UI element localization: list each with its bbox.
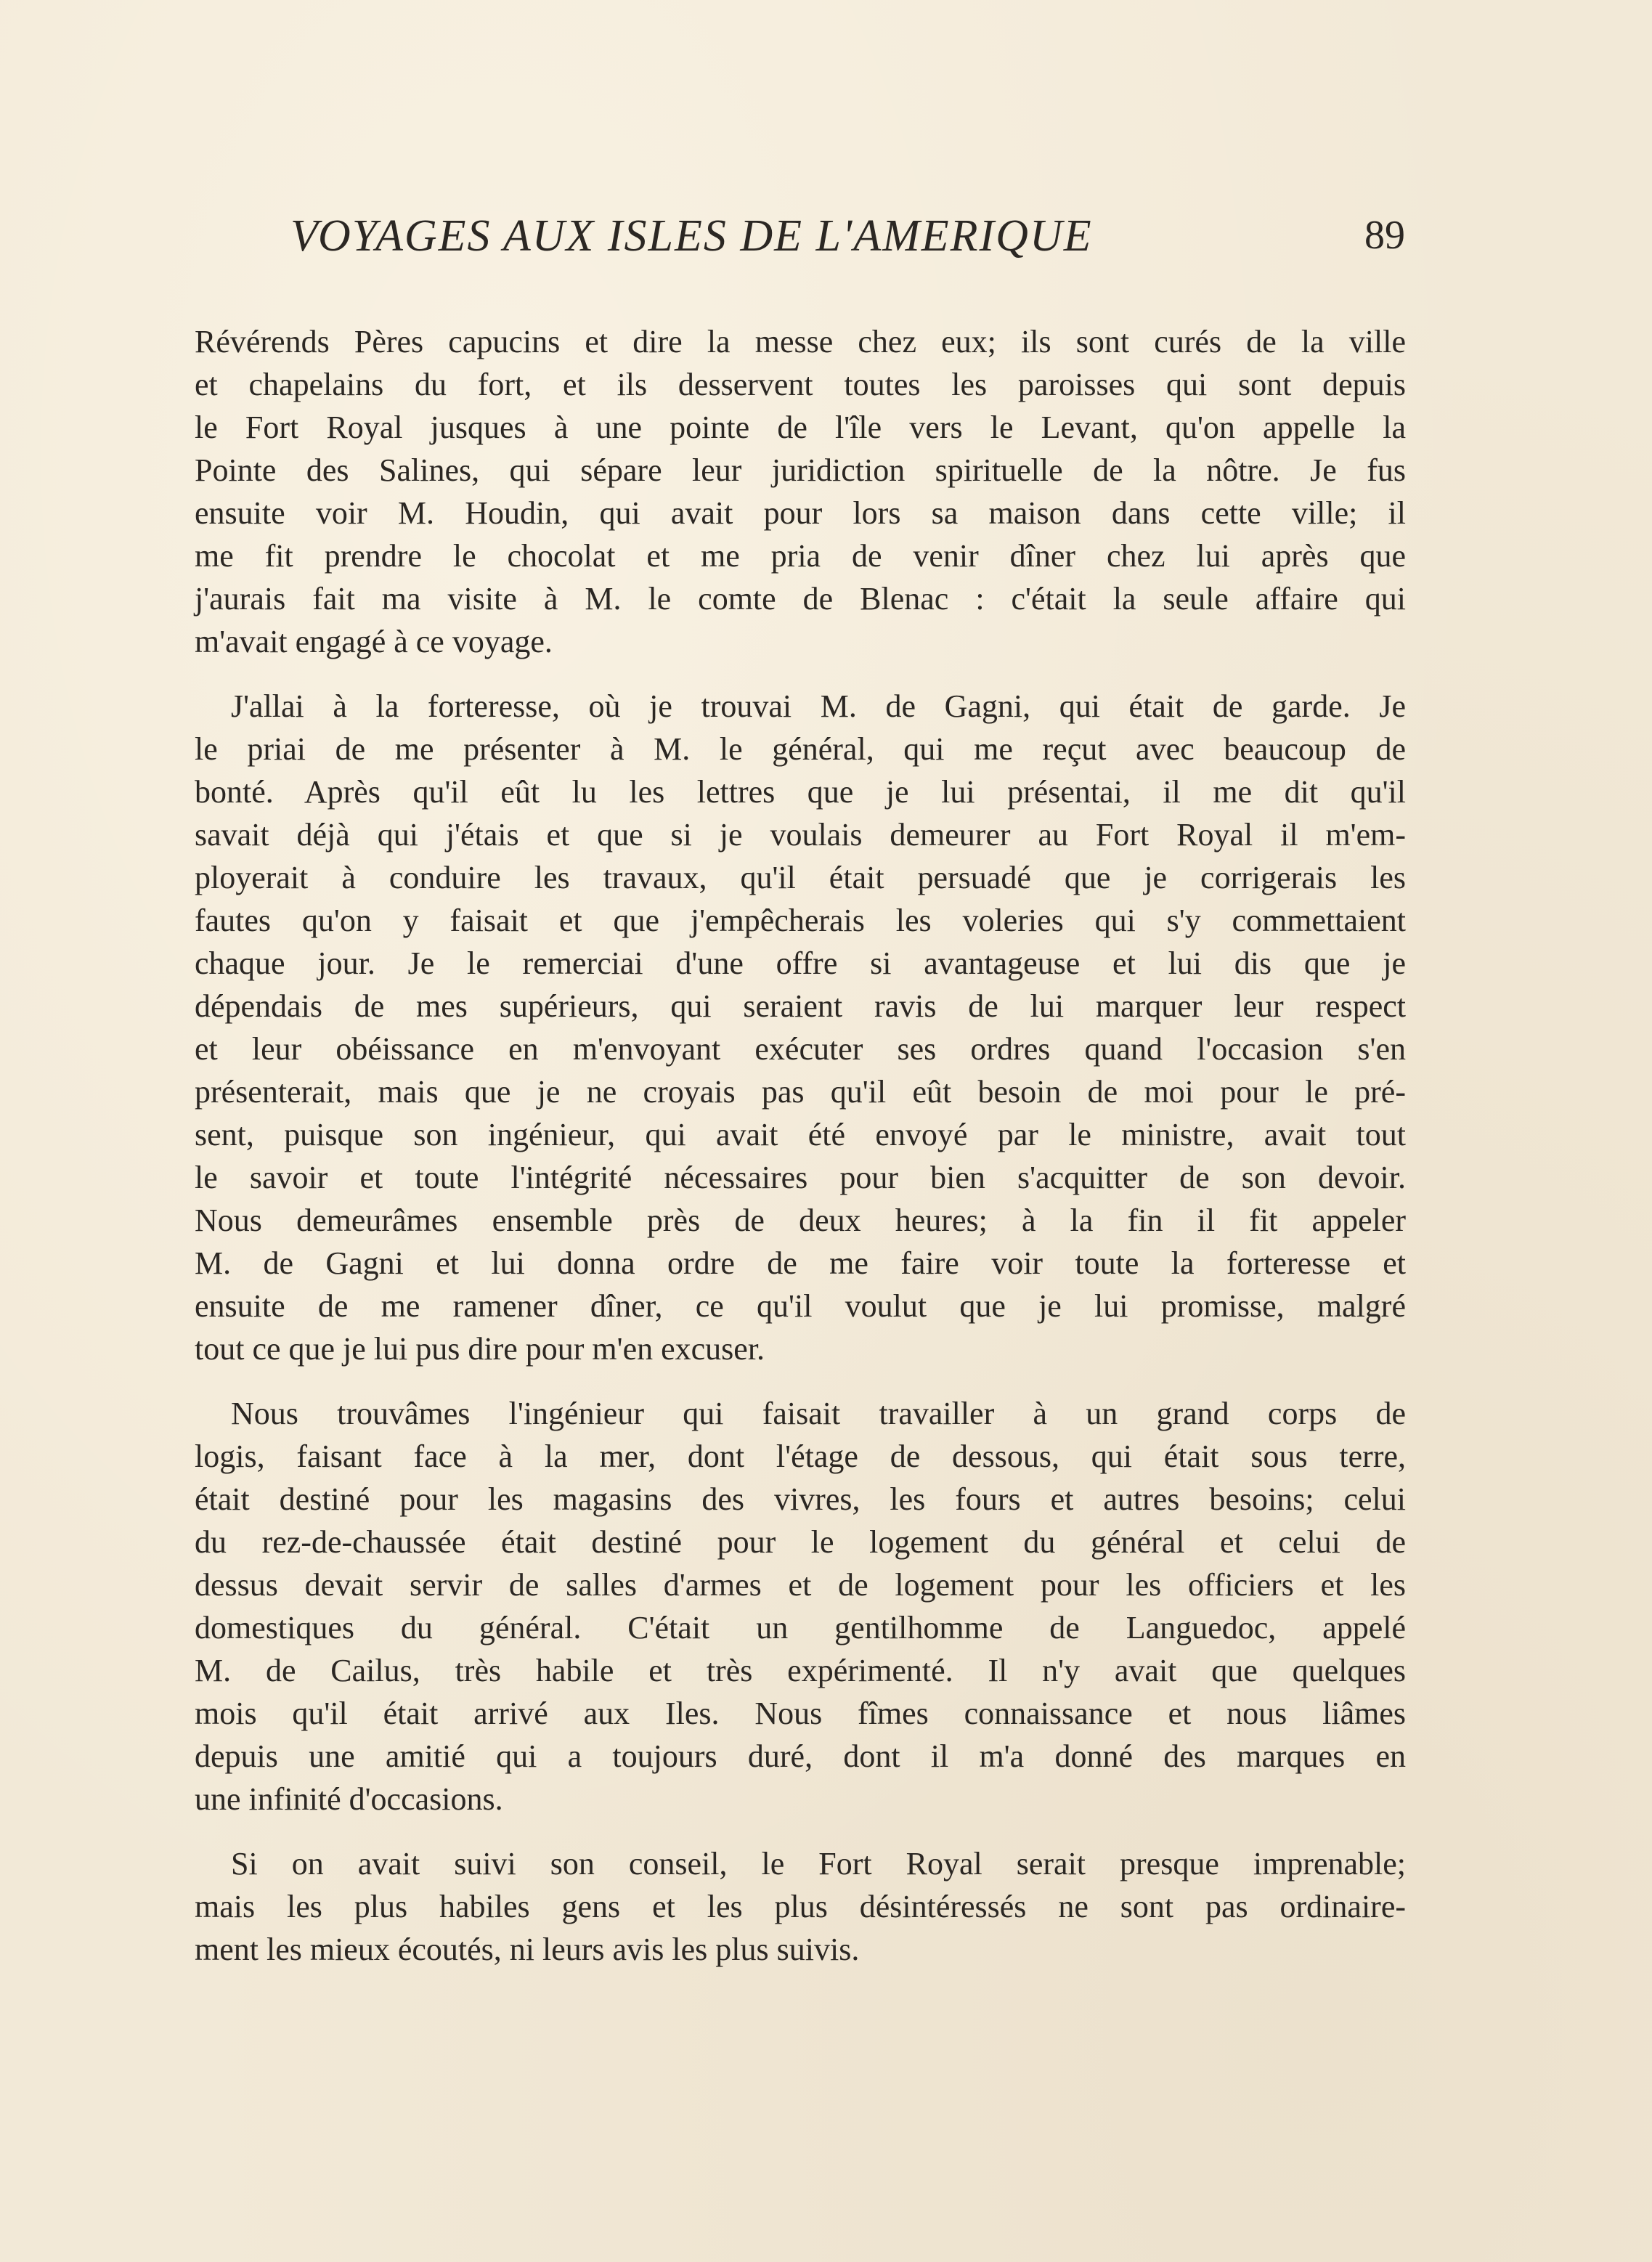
text-line: Nous demeurâmes ensemble près de deux heures; à la fin il fit appeler [195,1203,1406,1238]
text-line: logis, faisant face à la mer, dont l'étage de dessous, qui était sous terre, [195,1439,1406,1474]
text-line: savait déjà qui j'étais et que si je voulais demeurer au Fort Royal il m'em- [195,817,1406,853]
text-line: Nous trouvâmes l'ingénieur qui faisait travailler à un grand corps de [231,1396,1406,1431]
text-line: M. de Cailus, très habile et très expérimenté. Il n'y avait que quelques [195,1653,1406,1688]
text-line: depuis une amitié qui a toujours duré, dont il m'a donné des marques en [195,1738,1406,1774]
text-line: dépendais de mes supérieurs, qui seraient ravis de lui marquer leur respect [195,988,1406,1024]
body-text [195,320,1406,1993]
text-line: m'avait engagé à ce voyage. [195,624,553,659]
text-line: dessus devait servir de salles d'armes et de logement pour les officiers et les [195,1567,1406,1603]
text-line: le savoir et toute l'intégrité nécessaires pour bien s'acquitter de son devoir. [195,1160,1406,1195]
text-line: J'allai à la forteresse, où je trouvai M. de Gagni, qui était de garde. Je [231,688,1406,724]
text-line: M. de Gagni et lui donna ordre de me faire voir toute la forteresse et [195,1245,1406,1281]
text-line: tout ce que je lui pus dire pour m'en excuser. [195,1331,765,1367]
text-line: une infinité d'occasions. [195,1781,503,1817]
text-line: bonté. Après qu'il eût lu les lettres que je lui présentai, il me dit qu'il [195,774,1406,810]
text-line: du rez-de-chaussée était destiné pour le logement du général et celui de [195,1524,1406,1560]
text-line: chaque jour. Je le remerciai d'une offre si avantageuse et lui dis que je [195,945,1406,981]
text-line: fautes qu'on y faisait et que j'empêcherais les voleries qui s'y commettaient [195,903,1406,938]
text-line: mais les plus habiles gens et les plus désintéressés ne sont pas ordinaire- [195,1889,1406,1924]
text-line: Révérends Pères capucins et dire la messe chez eux; ils sont curés de la ville [195,324,1406,359]
text-line: ensuite de me ramener dîner, ce qu'il voulut que je lui promisse, malgré [195,1288,1406,1324]
text-line: Si on avait suivi son conseil, le Fort Royal serait presque imprenable; [231,1846,1406,1881]
paragraph [195,685,1406,1370]
paragraph [195,320,1406,663]
text-line: et chapelains du fort, et ils desservent toutes les paroisses qui sont depuis [195,367,1406,402]
text-line: ment les mieux écoutés, ni leurs avis les plus suivis. [195,1932,860,1967]
text-line: ployerait à conduire les travaux, qu'il était persuadé que je corrigerais les [195,860,1406,895]
text-line: et leur obéissance en m'envoyant exécuter ses ordres quand l'occasion s'en [195,1031,1406,1067]
text-line: domestiques du général. C'était un gentilhomme de Languedoc, appelé [195,1610,1406,1645]
text-line: le priai de me présenter à M. le général, qui me reçut avec beaucoup de [195,731,1406,767]
text-line: j'aurais fait ma visite à M. le comte de Blenac : c'était la seule affaire qui [195,581,1406,617]
paragraph [195,1842,1406,1971]
text-line: sent, puisque son ingénieur, qui avait été envoyé par le ministre, avait tout [195,1117,1406,1152]
paragraph [195,1392,1406,1820]
text-line: mois qu'il était arrivé aux Iles. Nous fîmes connaissance et nous liâmes [195,1696,1406,1731]
page-number: 89 [1364,213,1405,258]
text-line: le Fort Royal jusques à une pointe de l'île vers le Levant, qu'on appelle la [195,410,1406,445]
text-line: ensuite voir M. Houdin, qui avait pour lors sa maison dans cette ville; il [195,495,1406,531]
text-line: Pointe des Salines, qui sépare leur juridiction spirituelle de la nôtre. Je fus [195,452,1406,488]
text-line: présenterait, mais que je ne croyais pas qu'il eût besoin de moi pour le pré- [195,1074,1406,1110]
page-header [290,211,1405,269]
text-line: me fit prendre le chocolat et me pria de venir dîner chez lui après que [195,538,1406,574]
text-line: était destiné pour les magasins des vivres, les fours et autres besoins; celui [195,1481,1406,1517]
running-title: VOYAGES AUX ISLES DE L'AMERIQUE [290,211,1093,261]
